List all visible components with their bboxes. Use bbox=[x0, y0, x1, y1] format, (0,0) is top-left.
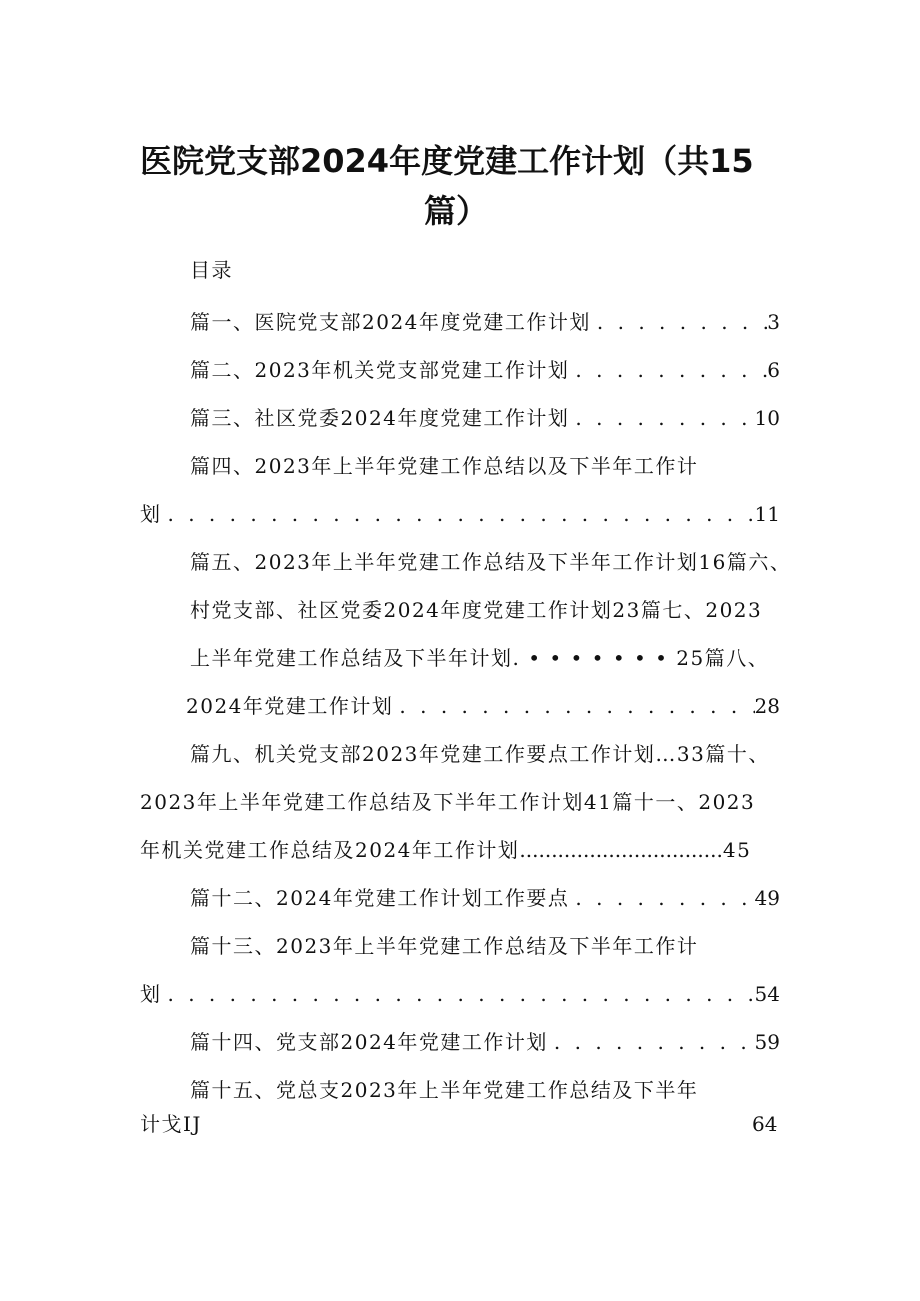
toc-item-15-line-2[interactable]: 计戈IJ bbox=[140, 1112, 202, 1136]
toc-item-label: 年机关党建工作总结及2024年工作计划 bbox=[140, 838, 520, 862]
toc-item-page: 45 bbox=[722, 838, 752, 862]
toc-item-12[interactable] bbox=[190, 884, 780, 912]
toc-run-1-line-1[interactable]: 篇五、2023年上半年党建工作总结及下半年工作计划16篇六、 bbox=[190, 550, 792, 574]
toc-item-label: 划 bbox=[140, 982, 162, 1006]
leader-dots bbox=[569, 356, 767, 384]
title-line-1: 医院党支部2024年度党建工作计划（共15 bbox=[140, 142, 754, 180]
toc-run-1-line-2[interactable]: 村党支部、社区党委2024年度党建工作计划23篇七、2023 bbox=[190, 598, 763, 622]
toc-item-page: 49 bbox=[754, 886, 780, 910]
toc-item-page: 11 bbox=[754, 502, 780, 526]
leader-dots bbox=[393, 692, 754, 720]
toc-item-page: 28 bbox=[754, 694, 780, 718]
toc-item-13[interactable] bbox=[140, 980, 780, 1008]
toc-item-15-line-1[interactable]: 篇十五、党总支2023年上半年党建工作总结及下半年 bbox=[190, 1078, 699, 1102]
toc-item-label: 2024年党建工作计划 bbox=[186, 694, 394, 718]
toc-item-label: 篇二、2023年机关党支部党建工作计划 bbox=[190, 358, 570, 382]
toc-item-page: 6 bbox=[767, 358, 780, 382]
toc-item-4[interactable] bbox=[140, 500, 780, 528]
toc-item-13-line-1[interactable]: 篇十三、2023年上半年党建工作总结及下半年工作计 bbox=[190, 934, 699, 958]
document-title bbox=[140, 136, 780, 236]
toc-item-label: 篇三、社区党委2024年度党建工作计划 bbox=[190, 406, 570, 430]
toc-item-14[interactable] bbox=[190, 1028, 780, 1056]
leader-dots bbox=[569, 884, 754, 912]
toc-heading: 目录 bbox=[190, 258, 233, 282]
leader-dots bbox=[591, 308, 767, 336]
toc-item-page: 3 bbox=[767, 310, 780, 334]
leader-dots bbox=[569, 404, 754, 432]
title-line-2: 篇） bbox=[424, 192, 489, 230]
toc-item-label: 篇十四、党支部2024年党建工作计划 bbox=[190, 1030, 548, 1054]
toc-run-2-line-1[interactable]: 篇九、机关党支部2023年党建工作要点工作计划…33篇十、 bbox=[190, 742, 770, 766]
leader-dots bbox=[548, 1028, 755, 1056]
toc-run-2-line-2[interactable]: 2023年上半年党建工作总结及下半年工作计划41篇十一、2023 bbox=[140, 790, 756, 814]
toc-item-label: 篇一、医院党支部2024年度党建工作计划 bbox=[190, 310, 591, 334]
toc-item-label: 划 bbox=[140, 502, 162, 526]
toc-item-11[interactable] bbox=[140, 836, 751, 864]
toc-item-page: 59 bbox=[754, 1030, 780, 1054]
toc-item-15-page: 64 bbox=[752, 1112, 778, 1136]
toc-item-2[interactable] bbox=[190, 356, 780, 384]
toc-item-page: 10 bbox=[754, 406, 780, 430]
leader-dots bbox=[162, 500, 755, 528]
toc-item-page: 54 bbox=[754, 982, 780, 1006]
leader-dots: ................................ bbox=[519, 838, 723, 862]
toc-item-1[interactable] bbox=[190, 308, 780, 336]
leader-dots bbox=[162, 980, 755, 1008]
toc-item-label: 篇十二、2024年党建工作计划工作要点 bbox=[190, 886, 570, 910]
toc-item-8[interactable] bbox=[186, 692, 780, 720]
toc-item-3[interactable] bbox=[190, 404, 780, 432]
toc-item-4-line-1[interactable]: 篇四、2023年上半年党建工作总结以及下半年工作计 bbox=[190, 454, 699, 478]
toc-run-1-line-3[interactable]: 上半年党建工作总结及下半年计划. • • • • • • • 25篇八、 bbox=[190, 646, 770, 670]
